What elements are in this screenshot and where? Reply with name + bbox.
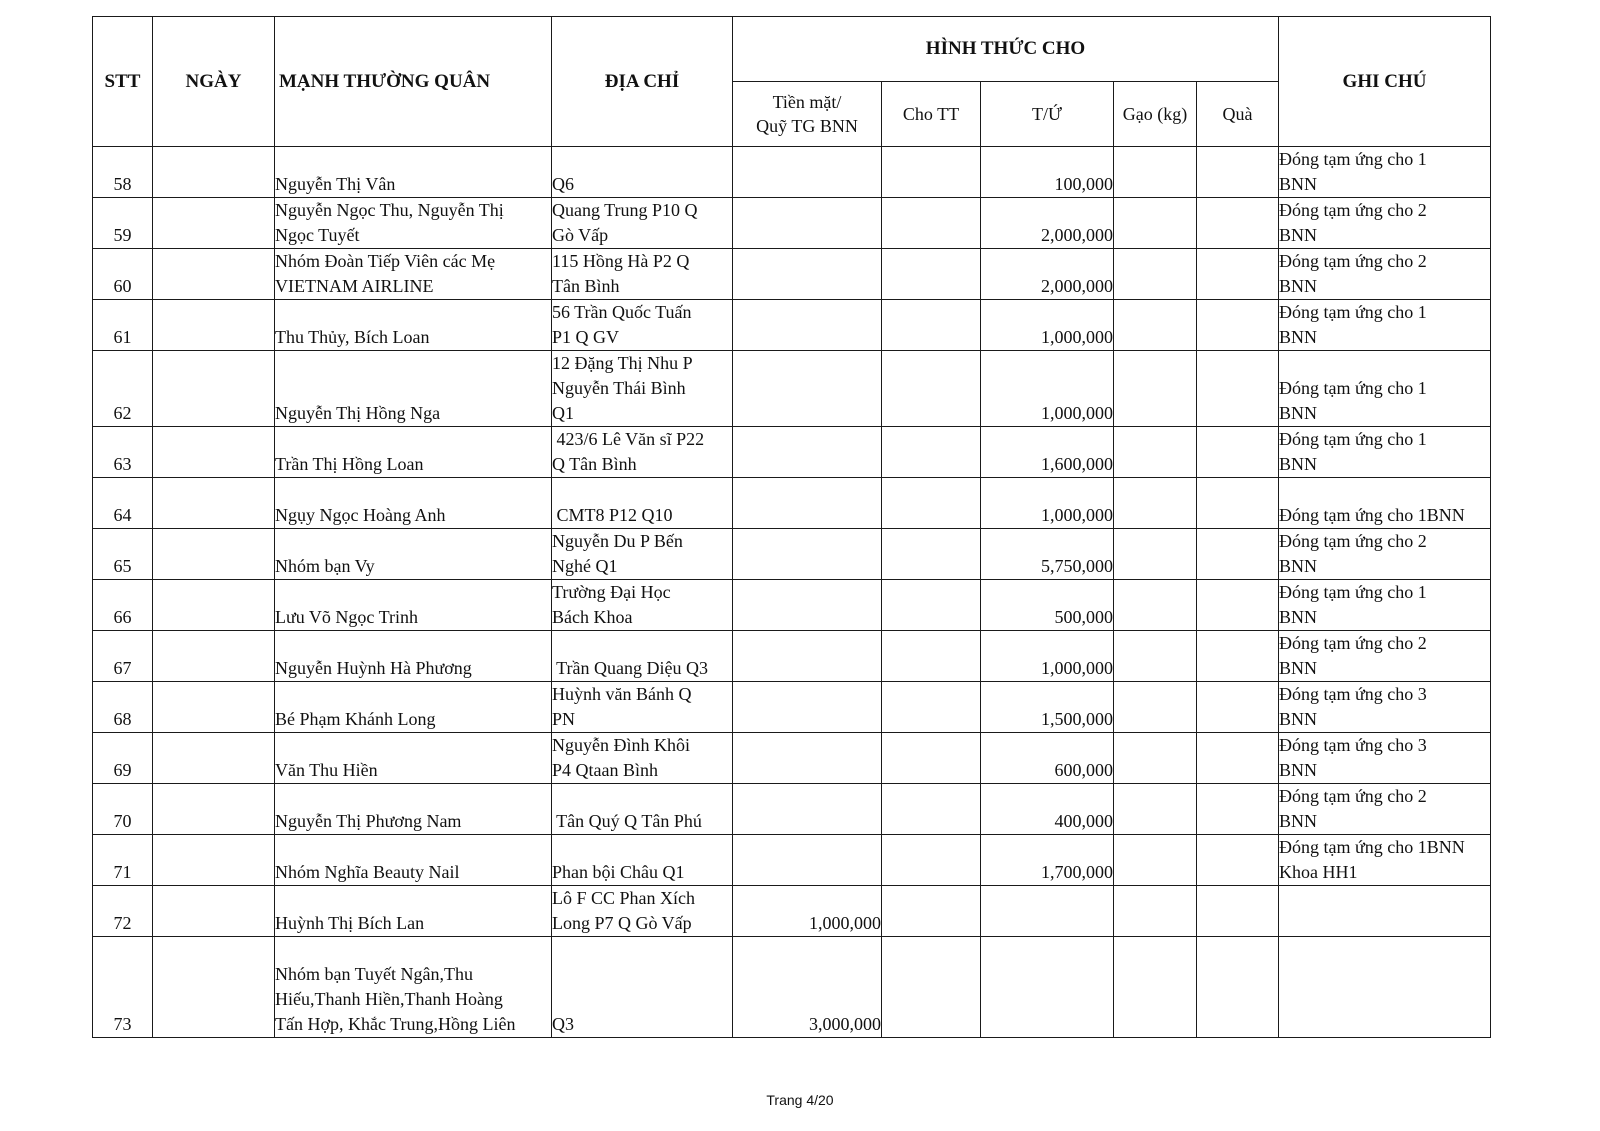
row-cash (733, 300, 882, 351)
row-donor-name: Nguyễn Huỳnh Hà Phương (275, 631, 552, 682)
row-cash (733, 249, 882, 300)
table-row (93, 198, 1491, 249)
row-advance-amount: 400,000 (981, 784, 1114, 835)
row-date (153, 198, 275, 249)
row-donor-name: Huỳnh Thị Bích Lan (275, 886, 552, 937)
row-number: 63 (93, 427, 153, 478)
row-gift (1197, 835, 1279, 886)
header-stt: STT (93, 17, 153, 147)
row-number: 68 (93, 682, 153, 733)
header-cho-tt: Cho TT (882, 82, 981, 147)
row-donor-name: Văn Thu Hiền (275, 733, 552, 784)
row-number: 65 (93, 529, 153, 580)
row-advance-amount: 1,700,000 (981, 835, 1114, 886)
row-gift (1197, 937, 1279, 1038)
row-advance-amount (981, 937, 1114, 1038)
row-donor-name: Nguyễn Thị Phương Nam (275, 784, 552, 835)
table-row (93, 249, 1491, 300)
row-rice (1114, 478, 1197, 529)
table-row (93, 529, 1491, 580)
row-cho-tt (882, 529, 981, 580)
row-cash (733, 835, 882, 886)
row-cho-tt (882, 580, 981, 631)
row-number: 64 (93, 478, 153, 529)
row-number: 72 (93, 886, 153, 937)
row-address: CMT8 P12 Q10 (552, 478, 733, 529)
row-date (153, 249, 275, 300)
header-date: NGÀY (153, 17, 275, 147)
row-cho-tt (882, 682, 981, 733)
row-cho-tt (882, 631, 981, 682)
row-donor-name: Thu Thủy, Bích Loan (275, 300, 552, 351)
header-tu: T/Ứ (981, 82, 1114, 147)
row-rice (1114, 580, 1197, 631)
row-note: Đóng tạm ứng cho 1 BNN (1279, 427, 1491, 478)
row-date (153, 784, 275, 835)
row-advance-amount: 1,000,000 (981, 300, 1114, 351)
row-gift (1197, 427, 1279, 478)
row-rice (1114, 198, 1197, 249)
row-cash (733, 784, 882, 835)
row-note (1279, 937, 1491, 1038)
row-donor-name: Nguyễn Thị Hồng Nga (275, 351, 552, 427)
table-row (93, 733, 1491, 784)
row-gift (1197, 886, 1279, 937)
row-rice (1114, 835, 1197, 886)
row-address: Nguyễn Đình Khôi P4 Qtaan Bình (552, 733, 733, 784)
header-note: GHI CHÚ (1279, 17, 1491, 147)
table-body (93, 147, 1491, 1038)
row-date (153, 682, 275, 733)
table-header (93, 17, 1491, 147)
row-rice (1114, 784, 1197, 835)
row-address: 12 Đặng Thị Nhu P Nguyễn Thái Bình Q1 (552, 351, 733, 427)
row-rice (1114, 147, 1197, 198)
row-cash: 1,000,000 (733, 886, 882, 937)
row-cash: 3,000,000 (733, 937, 882, 1038)
row-advance-amount: 2,000,000 (981, 198, 1114, 249)
row-address: Trần Quang Diệu Q3 (552, 631, 733, 682)
row-gift (1197, 733, 1279, 784)
row-advance-amount: 600,000 (981, 733, 1114, 784)
row-date (153, 937, 275, 1038)
row-cho-tt (882, 427, 981, 478)
header-address: ĐỊA CHỈ (552, 17, 733, 147)
row-address: 423/6 Lê Văn sĩ P22 Q Tân Bình (552, 427, 733, 478)
row-advance-amount: 100,000 (981, 147, 1114, 198)
row-advance-amount: 1,500,000 (981, 682, 1114, 733)
row-address: Nguyễn Du P Bến Nghé Q1 (552, 529, 733, 580)
row-cash (733, 427, 882, 478)
row-advance-amount (981, 886, 1114, 937)
row-number: 61 (93, 300, 153, 351)
row-advance-amount: 1,000,000 (981, 478, 1114, 529)
row-rice (1114, 886, 1197, 937)
row-cash (733, 198, 882, 249)
row-cash (733, 147, 882, 198)
row-cash (733, 478, 882, 529)
row-advance-amount: 500,000 (981, 580, 1114, 631)
row-cho-tt (882, 937, 981, 1038)
row-gift (1197, 478, 1279, 529)
table-row (93, 427, 1491, 478)
row-rice (1114, 937, 1197, 1038)
row-gift (1197, 351, 1279, 427)
row-date (153, 631, 275, 682)
row-gift (1197, 580, 1279, 631)
row-gift (1197, 682, 1279, 733)
row-date (153, 427, 275, 478)
row-number: 67 (93, 631, 153, 682)
row-gift (1197, 249, 1279, 300)
row-date (153, 580, 275, 631)
row-address: Q3 (552, 937, 733, 1038)
row-donor-name: Trần Thị Hồng Loan (275, 427, 552, 478)
row-address: Q6 (552, 147, 733, 198)
table-row (93, 835, 1491, 886)
row-donor-name: Bé Phạm Khánh Long (275, 682, 552, 733)
row-number: 58 (93, 147, 153, 198)
table-row (93, 580, 1491, 631)
row-cash (733, 351, 882, 427)
row-note: Đóng tạm ứng cho 3 BNN (1279, 733, 1491, 784)
row-address: 115 Hồng Hà P2 Q Tân Bình (552, 249, 733, 300)
row-number: 62 (93, 351, 153, 427)
row-gift (1197, 147, 1279, 198)
row-rice (1114, 300, 1197, 351)
table-row (93, 147, 1491, 198)
row-note: Đóng tạm ứng cho 2 BNN (1279, 631, 1491, 682)
donor-table (92, 16, 1491, 1038)
row-donor-name: Nhóm Đoàn Tiếp Viên các Mẹ VIETNAM AIRLINE (275, 249, 552, 300)
row-cho-tt (882, 478, 981, 529)
row-cash (733, 580, 882, 631)
row-address: 56 Trần Quốc Tuấn P1 Q GV (552, 300, 733, 351)
row-rice (1114, 682, 1197, 733)
row-note: Đóng tạm ứng cho 2 BNN (1279, 784, 1491, 835)
row-rice (1114, 351, 1197, 427)
row-donor-name: Lưu Võ Ngọc Trinh (275, 580, 552, 631)
row-number: 71 (93, 835, 153, 886)
row-date (153, 478, 275, 529)
row-rice (1114, 529, 1197, 580)
table-row (93, 682, 1491, 733)
row-cho-tt (882, 835, 981, 886)
row-cash (733, 733, 882, 784)
row-note: Đóng tạm ứng cho 2 BNN (1279, 198, 1491, 249)
row-cho-tt (882, 351, 981, 427)
row-advance-amount: 2,000,000 (981, 249, 1114, 300)
row-note: Đóng tạm ứng cho 1BNN Khoa HH1 (1279, 835, 1491, 886)
row-gift (1197, 784, 1279, 835)
row-donor-name: Nhóm bạn Tuyết Ngân,Thu Hiếu,Thanh Hiền,Thanh Hoàng Tấn Hợp, Khắc Trung,Hồng Liên (275, 937, 552, 1038)
header-gift: Quà (1197, 82, 1279, 147)
row-gift (1197, 631, 1279, 682)
row-donor-name: Nhóm Nghĩa Beauty Nail (275, 835, 552, 886)
row-cho-tt (882, 784, 981, 835)
row-advance-amount: 1,000,000 (981, 631, 1114, 682)
row-cho-tt (882, 147, 981, 198)
row-cho-tt (882, 198, 981, 249)
row-address: Lô F CC Phan Xích Long P7 Q Gò Vấp (552, 886, 733, 937)
row-date (153, 351, 275, 427)
row-donor-name: Nhóm bạn Vy (275, 529, 552, 580)
row-date (153, 529, 275, 580)
row-gift (1197, 198, 1279, 249)
table-row (93, 937, 1491, 1038)
row-gift (1197, 529, 1279, 580)
row-note: Đóng tạm ứng cho 1BNN (1279, 478, 1491, 529)
row-cash (733, 529, 882, 580)
row-note: Đóng tạm ứng cho 1 BNN (1279, 300, 1491, 351)
header-cash: Tiền mặt/ Quỹ TG BNN (733, 82, 882, 147)
header-donor: MẠNH THƯỜNG QUÂN (275, 17, 552, 147)
row-date (153, 300, 275, 351)
row-advance-amount: 5,750,000 (981, 529, 1114, 580)
row-note: Đóng tạm ứng cho 1 BNN (1279, 147, 1491, 198)
row-rice (1114, 427, 1197, 478)
row-cho-tt (882, 886, 981, 937)
row-cho-tt (882, 733, 981, 784)
row-number: 70 (93, 784, 153, 835)
table-row (93, 784, 1491, 835)
header-donation-type: HÌNH THỨC CHO (733, 17, 1279, 82)
row-donor-name: Nguyễn Ngọc Thu, Nguyễn Thị Ngọc Tuyết (275, 198, 552, 249)
row-number: 60 (93, 249, 153, 300)
row-note: Đóng tạm ứng cho 3 BNN (1279, 682, 1491, 733)
row-note: Đóng tạm ứng cho 1 BNN (1279, 580, 1491, 631)
row-number: 59 (93, 198, 153, 249)
row-donor-name: Ngụy Ngọc Hoàng Anh (275, 478, 552, 529)
row-number: 69 (93, 733, 153, 784)
row-note (1279, 886, 1491, 937)
row-note: Đóng tạm ứng cho 2 BNN (1279, 529, 1491, 580)
table-row (93, 351, 1491, 427)
row-date (153, 733, 275, 784)
row-cho-tt (882, 249, 981, 300)
row-rice (1114, 631, 1197, 682)
row-address: Huỳnh văn Bánh Q PN (552, 682, 733, 733)
page-number: Trang 4/20 (766, 1092, 834, 1108)
row-rice (1114, 733, 1197, 784)
row-date (153, 835, 275, 886)
table-row (93, 300, 1491, 351)
table-row (93, 631, 1491, 682)
row-number: 73 (93, 937, 153, 1038)
row-donor-name: Nguyễn Thị Vân (275, 147, 552, 198)
row-cho-tt (882, 300, 981, 351)
row-advance-amount: 1,600,000 (981, 427, 1114, 478)
row-date (153, 886, 275, 937)
row-date (153, 147, 275, 198)
row-advance-amount: 1,000,000 (981, 351, 1114, 427)
table-row (93, 478, 1491, 529)
row-address: Quang Trung P10 Q Gò Vấp (552, 198, 733, 249)
row-note: Đóng tạm ứng cho 1 BNN (1279, 351, 1491, 427)
row-cash (733, 682, 882, 733)
table-row (93, 886, 1491, 937)
row-number: 66 (93, 580, 153, 631)
row-gift (1197, 300, 1279, 351)
row-rice (1114, 249, 1197, 300)
row-address: Trường Đại Học Bách Khoa (552, 580, 733, 631)
row-cash (733, 631, 882, 682)
row-address: Tân Quý Q Tân Phú (552, 784, 733, 835)
header-rice: Gạo (kg) (1114, 82, 1197, 147)
row-note: Đóng tạm ứng cho 2 BNN (1279, 249, 1491, 300)
row-address: Phan bội Châu Q1 (552, 835, 733, 886)
